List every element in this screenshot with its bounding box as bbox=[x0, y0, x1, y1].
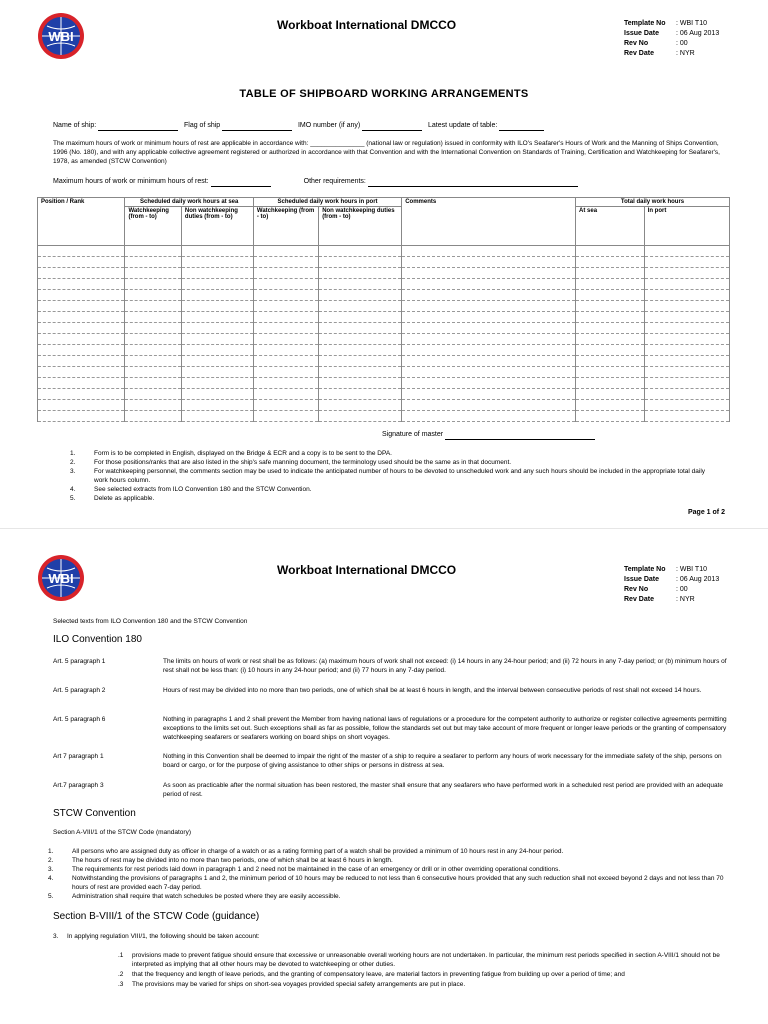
list-item: 3. For watchkeeping personnel, the comments section may be used to indicate the anticipated number of hours to be devoted to unscheduled work and any such hours should be included in the appropriate total daily work hours column. bbox=[70, 468, 706, 484]
table-row bbox=[38, 334, 730, 345]
table-row bbox=[38, 312, 730, 323]
company-name: Workboat International DMCCO bbox=[277, 563, 457, 577]
list-item: 1. Form is to be completed in English, displayed on the Bridge & ECR and a copy is to be sent to the DPA. bbox=[70, 450, 392, 457]
list-item: .1 provisions made to prevent fatigue should ensure that excessive or unreasonable overall working hours are not undertaken. In particular, the minimum rest periods specified in section A-VIII/1 should not be interpreted as implying that all other hours may be devoted to watchkeeping or other duties. bbox=[118, 952, 720, 968]
table-row bbox=[38, 367, 730, 378]
document-meta: Template No : WBI T10 Issue Date : 06 Aug 2013 Rev No : 00 Rev Date : NYR bbox=[624, 566, 720, 603]
table-row bbox=[38, 268, 730, 279]
intro-paragraph: The maximum hours of work or minimum hours of rest are applicable in accordance with: _______________ (national law or regulation) issued in conformity with ILO's Seafarer's Hours of Work and the Manning of Ships Convention, 1996 (No. 180), and with any applicable collective agreement registered or authorized in accordance with that Convention and with the International Convention on Standards of Training, Certification and Watchkeeping for Seafarer's, 1978, as amended (STCW Convention) bbox=[53, 140, 720, 165]
list-item: 2. For those positions/ranks that are also listed in the ship's safe manning document, the terminology used should be the same as in that document. bbox=[70, 459, 512, 466]
table-row bbox=[38, 257, 730, 268]
col-sched-sea: Scheduled daily work hours at sea bbox=[125, 198, 253, 207]
table-row bbox=[38, 279, 730, 290]
table-row bbox=[38, 411, 730, 422]
table-row bbox=[38, 356, 730, 367]
guidance-intro: 3. In applying regulation VIII/1, the following should be taken account: bbox=[53, 933, 260, 940]
table-row bbox=[38, 290, 730, 301]
page-number: Page 1 of 2 bbox=[688, 509, 725, 516]
article-item: Art. 5 paragraph 1 The limits on hours of work or rest shall be as follows: (a) maximum hours of work shall not exceed: (i) 14 hours in any 24-hour period; and (ii) 72 hours in any 7-day period; or (b) minimum hours of rest shall not be less than: (i) 10 hours in any 24-hour period; and (ii) 77 hours in any 7-day period. bbox=[53, 658, 727, 674]
stcw-list bbox=[48, 847, 728, 901]
article-item: Art.7 paragraph 3 As soon as practicable after the normal situation has been restored, the master shall ensure that any seafarers who have performed work in a scheduled rest period are provided with an adequate period of rest. bbox=[53, 782, 724, 798]
company-logo bbox=[37, 12, 85, 60]
page-title: TABLE OF SHIPBOARD WORKING ARRANGEMENTS bbox=[239, 88, 529, 100]
logo-text: WBI bbox=[48, 29, 74, 44]
table-row bbox=[38, 389, 730, 400]
col-comments: Comments bbox=[402, 198, 576, 246]
list-item: .2 that the frequency and length of leave periods, and the granting of compensatory leave, are material factors in preventing fatigue from building up over a period of time; and bbox=[118, 971, 625, 978]
list-item: .3 The provisions may be varied for ships on short-sea voyages provided special safety arrangements are put in place. bbox=[118, 981, 466, 988]
working-arrangements-table: Position / Rank Scheduled daily work hours at sea Scheduled daily work hours in port Comments Total daily work hours Watchkeeping (from - to) Non watchkeeping duties (from - to) Watchkeeping (from - to) Non watchkeeping duties (from - to) At sea In port bbox=[37, 197, 730, 422]
notes-list bbox=[70, 449, 710, 503]
selected-texts-label: Selected texts from ILO Convention 180 and the STCW Convention bbox=[53, 618, 248, 625]
list-item: 4. Notwithstanding the provisions of paragraphs 1 and 2, the minimum period of 10 hours may be reduced to not less than 6 consecutive hours provided that any such reduction shall not exceed beyond 2 days and not less than 70 hours of rest are provided each 7-day period. bbox=[48, 875, 724, 891]
list-item: 1. All persons who are assigned duty as officer in charge of a watch or as a rating forming part of a watch shall be provided a minimum of 10 hours rest in any 24-hour period. bbox=[48, 848, 564, 855]
stcw-heading: STCW Convention bbox=[53, 808, 136, 819]
max-hours-row: Maximum hours of work or minimum hours of rest: Other requirements: bbox=[53, 177, 733, 187]
article-item: Art. 5 paragraph 6 Nothing in paragraphs 1 and 2 shall prevent the Member from having national laws of regulations or a procedure for the competent authority to authorize or register collective agreements permitting exceptions to the limits set out. Such exceptions shall as far as possible, follow the standards set out but may take account of more frequent or longer leave periods or the granting of compensatory watchkeeping seafarers or seafarers working on board ships on short voyages. bbox=[53, 716, 727, 741]
list-item: 5. Delete as applicable. bbox=[70, 495, 155, 502]
article-item: Art. 5 paragraph 2 Hours of rest may be divided into no more than two periods, one of which shall be at least 6 hours in length, and the interval between consecutive periods of rest shall not exceed 14 hours. bbox=[53, 687, 702, 694]
list-item: 2. The hours of rest may be divided into no more than two periods, one of which shall be at least 6 hours in length. bbox=[48, 857, 393, 864]
col-sched-port: Scheduled daily work hours in port bbox=[253, 198, 401, 207]
table-row bbox=[38, 301, 730, 312]
table-row bbox=[38, 323, 730, 334]
list-item: 4. See selected extracts from ILO Convention 180 and the STCW Convention. bbox=[70, 486, 312, 493]
col-total: Total daily work hours bbox=[576, 198, 730, 207]
company-name: Workboat International DMCCO bbox=[277, 18, 457, 32]
table-row bbox=[38, 345, 730, 356]
table-row bbox=[38, 246, 730, 257]
ship-fields-row: Name of ship: Flag of ship IMO number (if any) Latest update of table: bbox=[53, 121, 733, 131]
signature-field[interactable] bbox=[445, 432, 595, 440]
guidance-list bbox=[118, 951, 730, 989]
stcw-subheading: Section A-VIII/1 of the STCW Code (mandatory) bbox=[53, 829, 192, 836]
signature-row: Signature of master bbox=[382, 430, 595, 440]
ilo-heading: ILO Convention 180 bbox=[53, 634, 142, 645]
table-row bbox=[38, 400, 730, 411]
list-item: 3. The requirements for rest periods laid down in paragraph 1 and 2 need not be maintained in the case of an emergency or drill or in other overriding operational conditions. bbox=[48, 866, 561, 873]
article-item: Art 7 paragraph 1 Nothing in this Convention shall be deemed to impair the right of the master of a ship to require a seafarer to perform any hours of work necessary for the immediate safety of the ship, persons on board or cargo, or for the purpose of giving assistance to other ships or persons in distress at sea. bbox=[53, 753, 722, 769]
logo-text: WBI bbox=[48, 571, 74, 586]
col-position: Position / Rank bbox=[38, 198, 125, 246]
guidance-heading: Section B-VIII/1 of the STCW Code (guidance) bbox=[53, 911, 260, 922]
company-logo bbox=[37, 554, 85, 602]
table-row bbox=[38, 378, 730, 389]
list-item: 5. Administration shall require that watch schedules be posted where they are easily accessible. bbox=[48, 893, 341, 900]
document-meta: Template No : WBI T10 Issue Date : 06 Aug 2013 Rev No : 00 Rev Date : NYR bbox=[624, 20, 720, 57]
page-divider bbox=[0, 528, 768, 529]
